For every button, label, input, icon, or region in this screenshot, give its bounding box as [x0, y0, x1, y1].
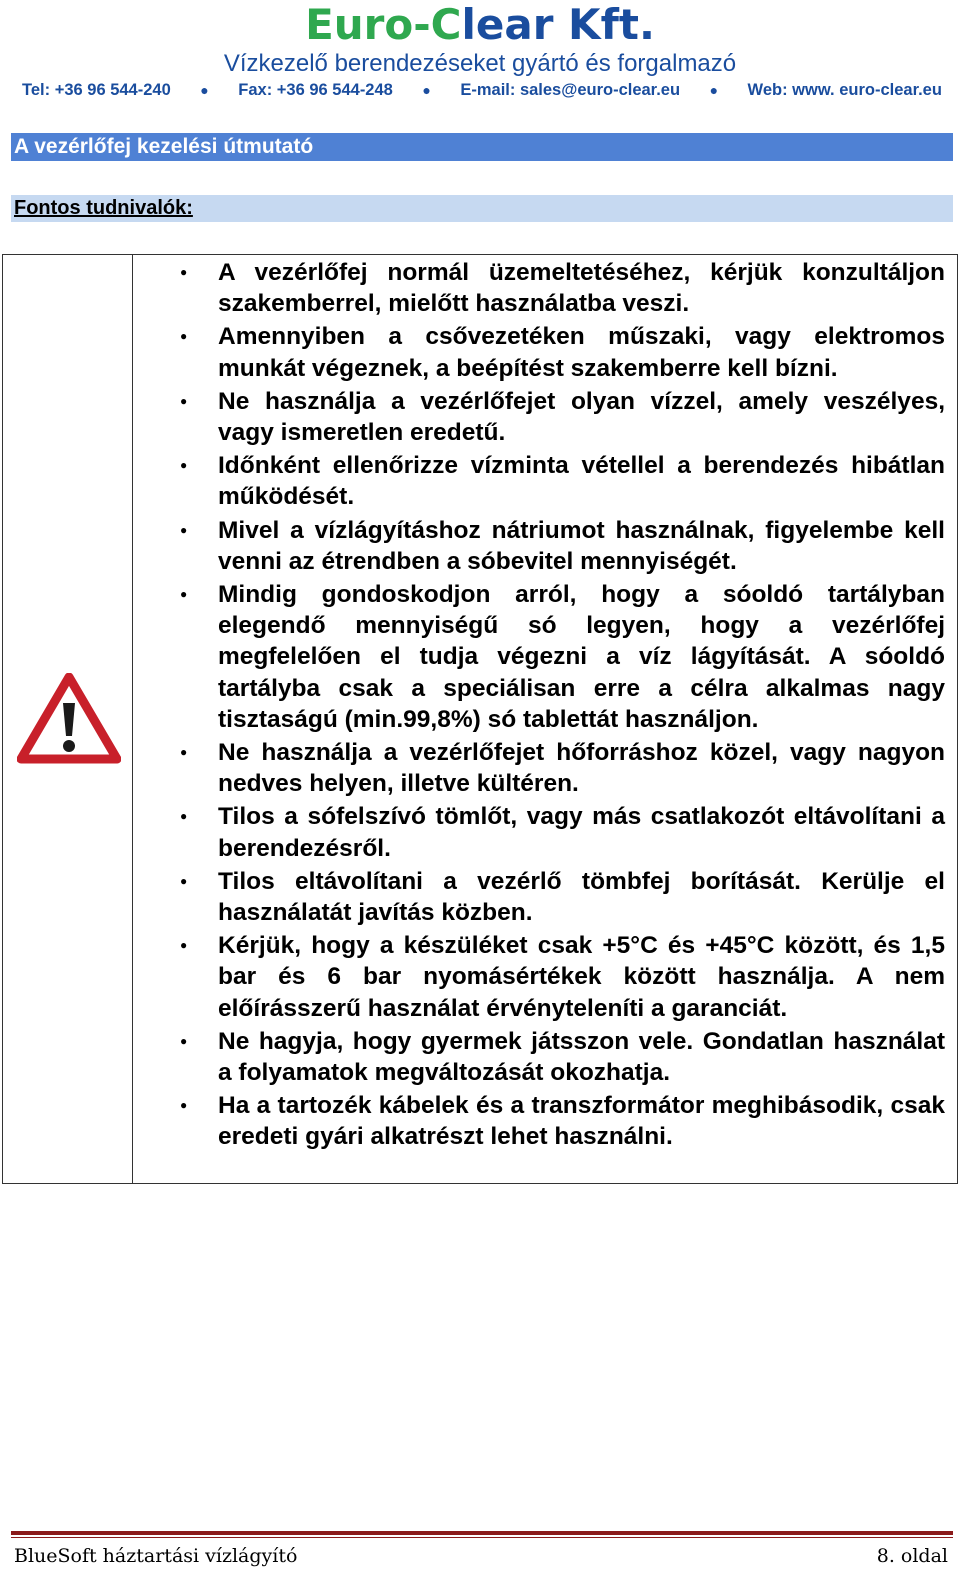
logo-euro: Euro- [305, 0, 431, 49]
list-item: ● Kérjük, hogy a készüléket csak +5°C és +45°C között, és 1,5 bar és 6 bar nyomásértékek között használja. A nem előírásszerű használat érvényteleníti a garanciát. [180, 930, 945, 1024]
list-item: ● Ha a tartozék kábelek és a transzformátor meghibásodik, csak eredeti gyári alkatrészt lehet használni. [180, 1090, 945, 1152]
bullet-separator: ● [709, 82, 719, 98]
section-subtitle [11, 195, 953, 222]
bullet-separator: ● [200, 82, 209, 98]
bullet-separator: ● [422, 82, 431, 98]
list-item: ● Időnként ellenőrizze vízminta vétellel a berendezés hibátlan működését. [180, 450, 945, 512]
logo-c: C [430, 0, 462, 49]
list-item: ● Mivel a vízlágyításhoz nátriumot használnak, figyelembe kell venni az étrendben a sóbevitel mennyiségét. [180, 515, 945, 577]
list-item: ● Amennyiben a csővezetéken műszaki, vagy elektromos munkát végeznek, a beépítést szakemberre kell bízni. [180, 321, 945, 383]
subtitle-text: Fontos tudnivalók: [14, 197, 193, 219]
contact-web: Web: www. euro-clear.eu [747, 81, 942, 99]
list-item: ● Mindig gondoskodjon arról, hogy a sóoldó tartályban elegendő mennyiségű só legyen, hogy a vezérlőfej megfelelően el tudja végezni a víz lágyítását. A sóoldó tartályba csak a speciálisan erre a célra alkalmas nagy tisztaságú (min.99,8%) só tablettát használjon. [180, 579, 945, 735]
contact-email: E-mail: sales@euro-clear.eu [460, 81, 681, 99]
list-item: ● Tilos eltávolítani a vezérlő tömbfej borítását. Kerülje el használatát javítás közben. [180, 866, 945, 928]
warning-triangle-icon [17, 673, 121, 765]
company-logo [0, 2, 960, 48]
footer-rule [11, 1531, 953, 1535]
footer-document-title: BlueSoft háztartási vízlágyító [14, 1545, 298, 1567]
important-notes-list [180, 257, 945, 1155]
contact-fax: Fax: +36 96 544-248 [238, 81, 393, 99]
column-divider [132, 255, 133, 1183]
section-title: A vezérlőfej kezelési útmutató [11, 133, 953, 161]
footer-rule-thin [11, 1537, 953, 1538]
list-item: ● A vezérlőfej normál üzemeltetéséhez, kérjük konzultáljon szakemberrel, mielőtt használatba veszi. [180, 257, 945, 319]
list-item: ● Ne használja a vezérlőfejet hőforráshoz közel, vagy nagyon nedves helyen, illetve kültéren. [180, 737, 945, 799]
list-item: ● Tilos a sófelszívó tömlőt, vagy más csatlakozót eltávolítani a berendezésről. [180, 801, 945, 863]
list-item: ● Ne használja a vezérlőfejet olyan vízzel, amely veszélyes, vagy ismeretlen eredetű. [180, 386, 945, 448]
contact-phone: Tel: +36 96 544-240 [22, 81, 171, 99]
logo-lear: lear Kft. [461, 0, 655, 49]
company-tagline: Vízkezelő berendezéseket gyártó és forgalmazó [223, 50, 737, 77]
contact-line [22, 80, 942, 100]
list-item: ● Ne hagyja, hogy gyermek játsszon vele. Gondatlan használat a folyamatok megváltozását okozhatja. [180, 1026, 945, 1088]
footer-page-number: 8. oldal [876, 1545, 948, 1567]
